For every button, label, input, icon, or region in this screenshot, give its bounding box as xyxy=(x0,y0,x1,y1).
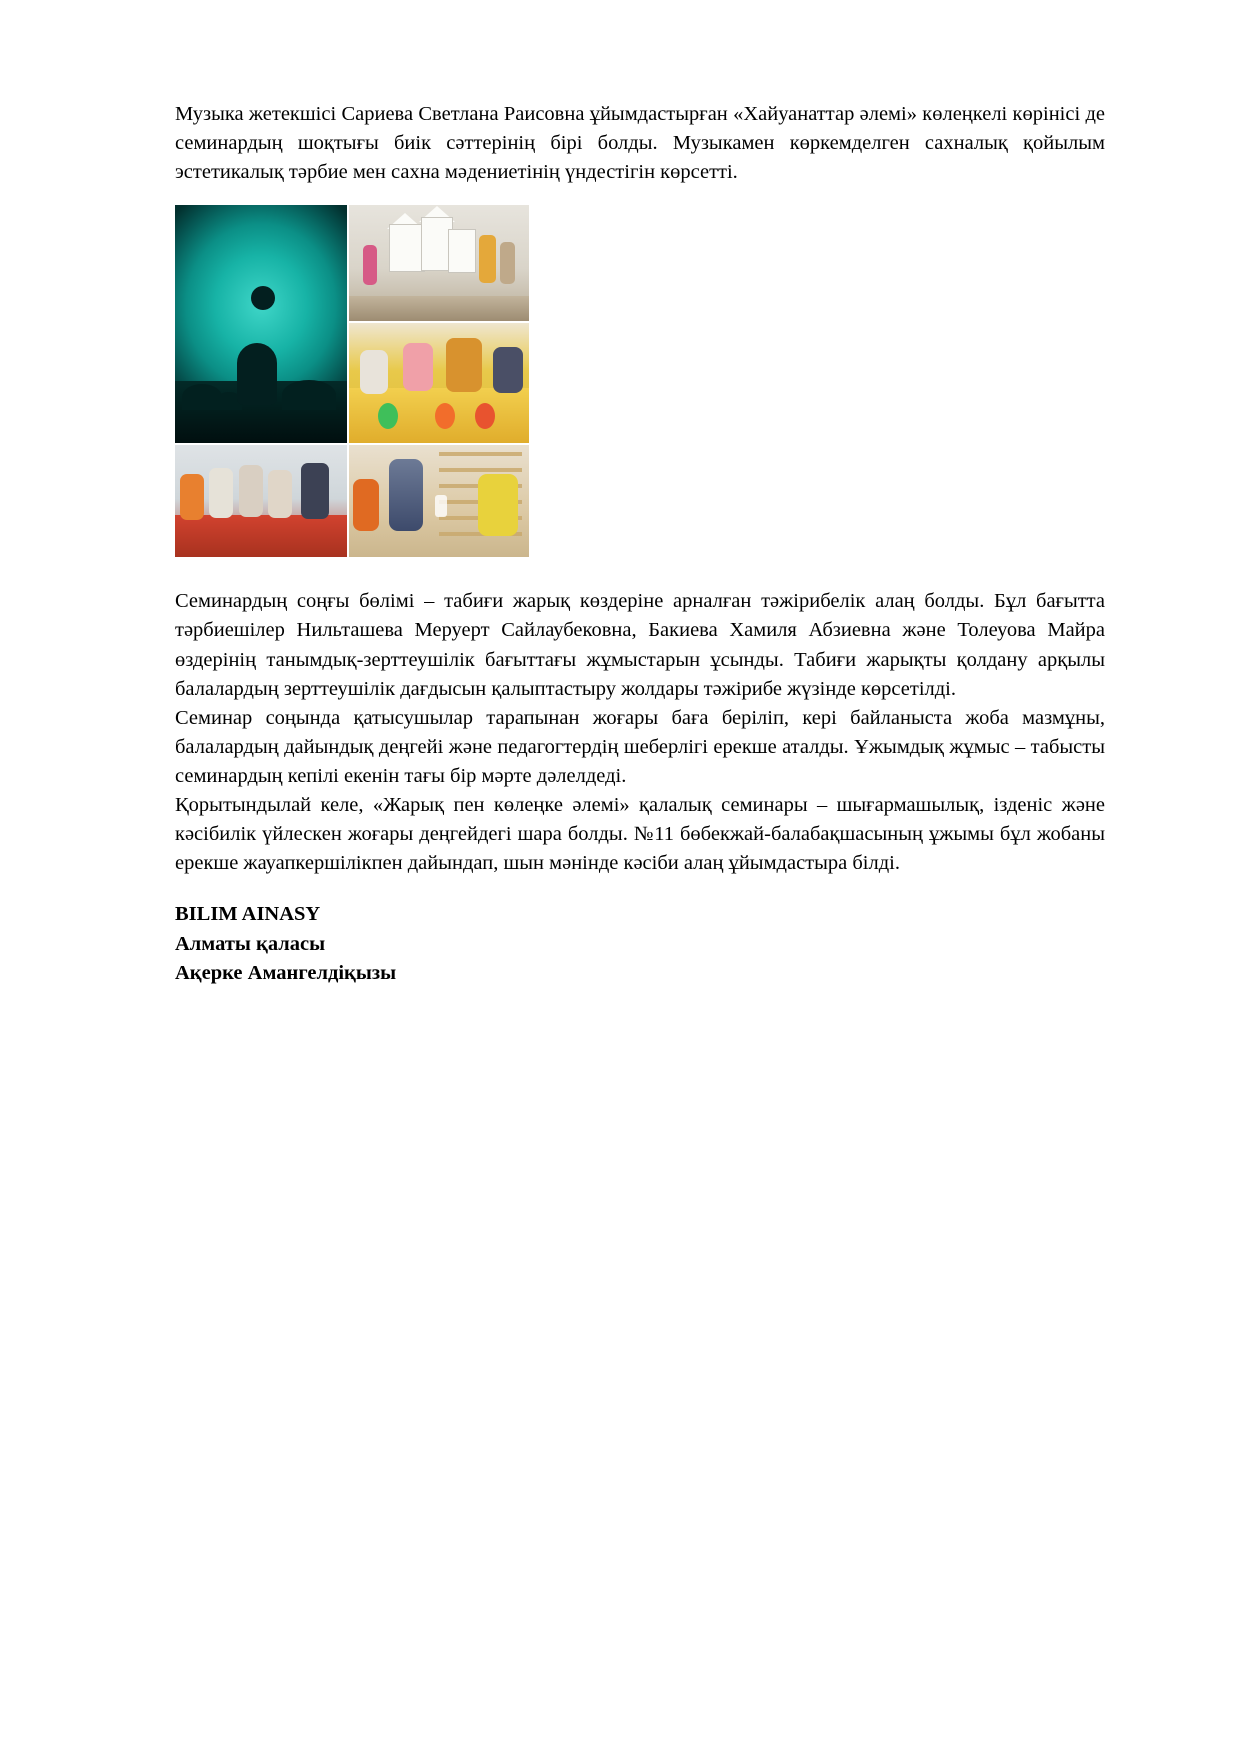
silhouette-head xyxy=(251,286,275,310)
balloon xyxy=(475,403,495,429)
signature-block xyxy=(175,900,1105,987)
red-tablecloth xyxy=(175,515,347,558)
signature-organization: BILIM AINASY xyxy=(175,903,321,926)
signature-city: Алматы қаласы xyxy=(175,932,326,955)
stage-prop xyxy=(282,380,336,410)
person-figure xyxy=(180,474,204,520)
spacer xyxy=(175,557,1105,587)
person-figure xyxy=(389,459,423,531)
balloon xyxy=(378,403,398,429)
child-figure xyxy=(479,235,496,283)
person-figure xyxy=(239,465,263,517)
cardboard-house xyxy=(448,229,476,273)
cardboard-house xyxy=(389,224,425,272)
photo-group-around-red-table xyxy=(175,445,347,557)
bottle-prop xyxy=(435,495,447,517)
person-figure xyxy=(360,350,388,394)
signature-author: Ақерке Амангелдіқызы xyxy=(175,961,397,984)
child-figure xyxy=(363,245,377,285)
person-figure xyxy=(209,468,233,518)
person-figure xyxy=(403,343,433,391)
person-figure xyxy=(478,474,518,536)
spacer xyxy=(175,187,1105,205)
paragraph-natural-light: Семинардың соңғы бөлімі – табиғи жарық көздеріне арналған тәжірибелік алаң болды. Бұл бағытта тәрбиешілер Нильташева Меруерт Сайлаубековна, Бакиева Хамиля Абзиевна және Толеуова Майра өздерінің танымдық-зерттеушілік бағыттағы жұмыстарын ұсынды. Табиғи жарықты қолдану арқылы балалардың зерттеушілік дағдысын қалыптастыру жолдары тәжірибе жүзінде көрсетілді. xyxy=(175,590,1105,700)
paragraph-intro: Музыка жетекшісі Сариева Светлана Раисовна ұйымдастырған «Хайуанаттар әлемі» көлеңкелі көрінісі де семинардың шоқтығы биік сәттерінің бірі болды. Музыкамен көркемделген сахналық қойылым эстетикалық тәрбие мен сахна мәдениетінің үндестігін көрсетті. xyxy=(175,103,1105,184)
photo-collage xyxy=(175,205,527,557)
spacer xyxy=(175,878,1105,900)
person-figure xyxy=(268,470,292,518)
photo-boy-with-bottle xyxy=(349,445,529,557)
person-figure xyxy=(301,463,329,519)
paragraph-feedback: Семинар соңында қатысушылар тарапынан жоғары баға беріліп, кері байланыста жоба мазмұны, балалардың дайындық деңгейі және педагогтердің шеберлігі ерекше аталды. Ұжымдық жұмыс – табысты семинардың кепілі екенін тағы бір мәрте дәлелдеді. xyxy=(175,706,1105,787)
person-figure xyxy=(446,338,482,392)
child-figure xyxy=(500,242,515,284)
photo-teachers-at-craft-table xyxy=(349,323,529,443)
silhouette-figure xyxy=(237,343,277,405)
photo-shadow-theatre-stage xyxy=(175,205,347,443)
child-figure xyxy=(353,479,379,531)
photo-children-with-houses xyxy=(349,205,529,321)
paragraph-conclusion: Қорытындылай келе, «Жарық пен көлеңке әлемі» қалалық семинары – шығармашылық, ізденіс және кәсібилік үйлескен жоғары деңгейдегі шара болды. №11 бөбекжай-балабақшасының ұжымы бұл жобаны ерекше жауапкершілікпен дайындап, шын мәнінде кәсіби алаң ұйымдастыра білді. xyxy=(175,794,1105,875)
room-floor xyxy=(349,296,529,322)
person-figure xyxy=(493,347,523,393)
